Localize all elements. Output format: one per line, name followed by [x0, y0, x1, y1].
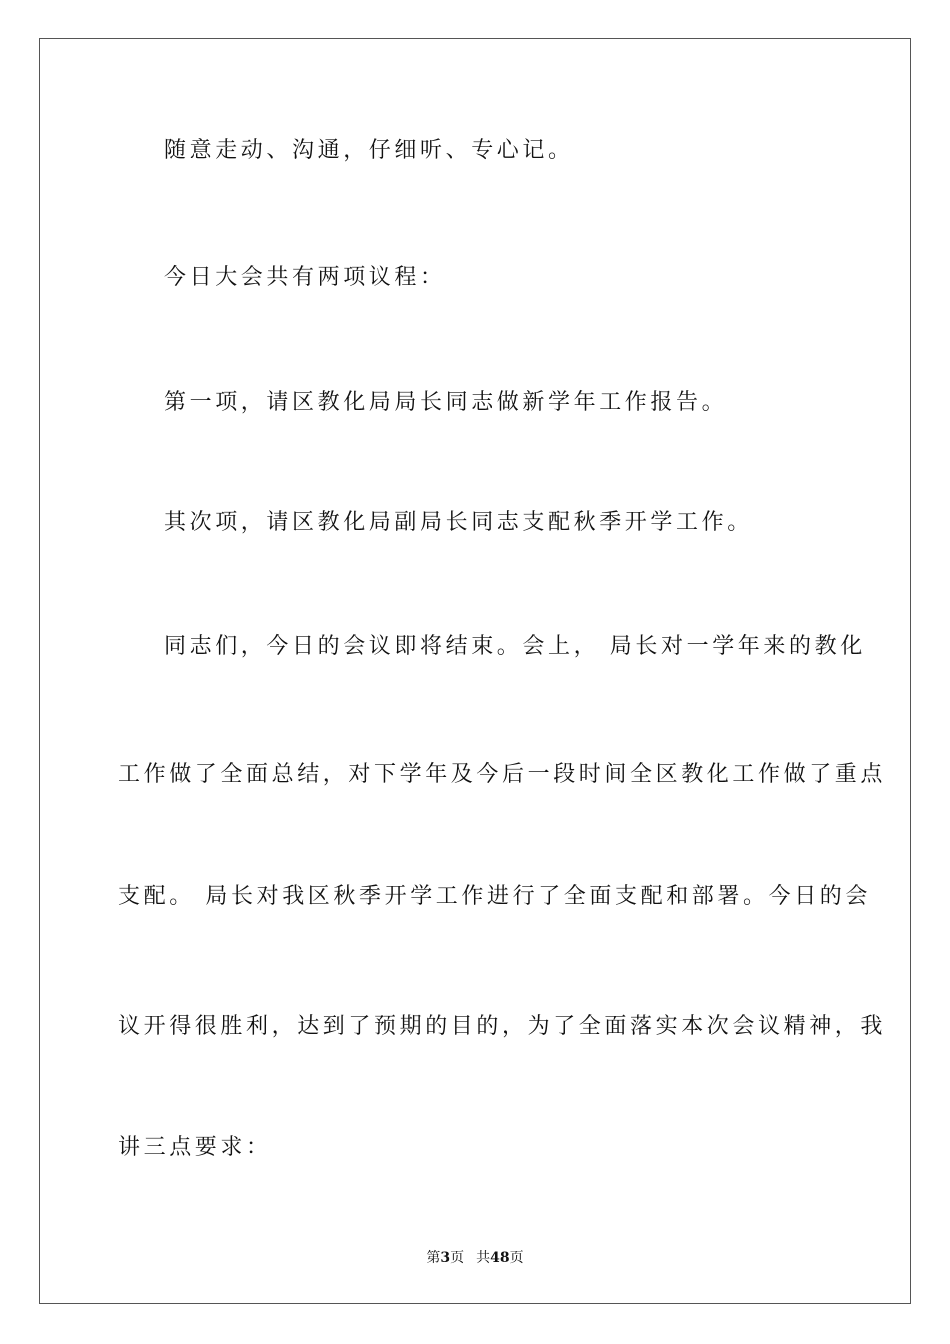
- total-pages: 48: [490, 1250, 510, 1266]
- closing-line-2: 工作做了全面总结，对下学年及今后一段时间全区教化工作做了重点: [118, 762, 887, 787]
- paragraph-1: 随意走动、沟通，仔细听、专心记。: [164, 138, 574, 163]
- paragraph-3: 第一项，请区教化局局长同志做新学年工作报告。: [164, 390, 728, 415]
- paragraph-2: 今日大会共有两项议程：: [164, 265, 446, 290]
- page-number: 3: [440, 1250, 451, 1266]
- page-frame: [39, 38, 911, 1304]
- page-prefix: 第: [426, 1250, 441, 1266]
- paragraph-4: 其次项，请区教化局副局长同志支配秋季开学工作。: [164, 510, 753, 535]
- closing-line-4: 议开得很胜利，达到了预期的目的，为了全面落实本次会议精神，我: [118, 1014, 887, 1039]
- closing-line-3: 支配。 局长对我区秋季开学工作进行了全面支配和部署。今日的会: [118, 884, 871, 909]
- page-suffix: 页: [450, 1250, 465, 1266]
- closing-line-1: 同志们，今日的会议即将结束。会上， 局长对一学年来的教化: [164, 634, 866, 659]
- total-prefix: 共: [476, 1250, 491, 1266]
- total-suffix: 页: [509, 1250, 524, 1266]
- closing-line-5: 讲三点要求：: [118, 1135, 272, 1160]
- page-footer: [0, 1248, 950, 1268]
